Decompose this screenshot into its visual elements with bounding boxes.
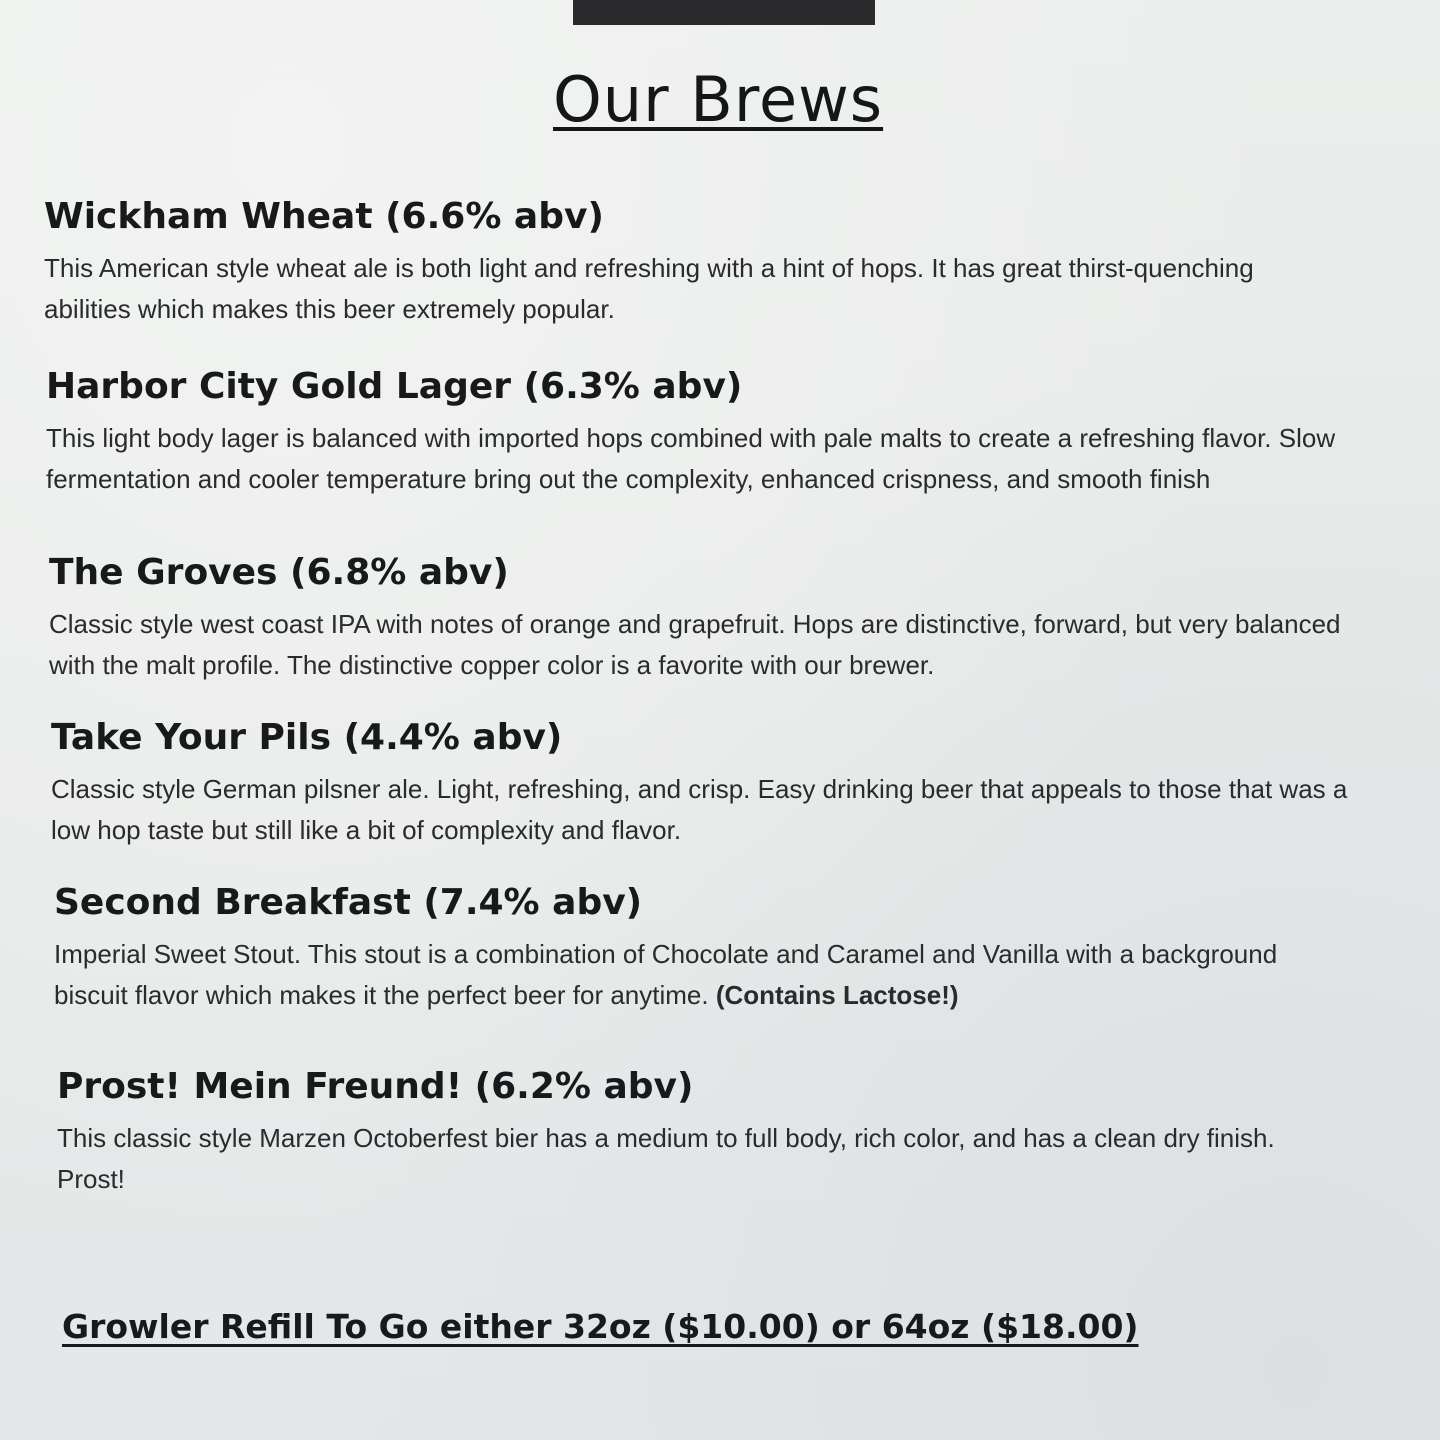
beer-entry-prost-mein-freund [57,1062,1397,1200]
beer-description: This American style wheat ale is both light and refreshing with a hint of hops. It has great thirst-quenching abilities which makes this beer extremely popular. [44,253,1254,324]
beer-name: Take Your Pils (4.4% abv) [51,717,563,758]
beer-description: Classic style west coast IPA with notes of orange and grapefruit. Hops are distinctive, forward, but very balanced with the malt profile. The distinctive copper color is a favorite with our brewer. [49,609,1341,680]
lactose-warning: (Contains Lactose!) [715,980,959,1010]
beer-description: This classic style Marzen Octoberfest bier has a medium to full body, rich color, and has a clean dry finish. Prost! [57,1123,1275,1194]
beer-entry-take-your-pils [51,713,1391,851]
beer-name: Harbor City Gold Lager (6.3% abv) [46,366,743,407]
beer-description-text: Imperial Sweet Stout. This stout is a combination of Chocolate and Caramel and Vanilla with a background biscuit flavor which makes it the perfect beer for anytime. [54,939,1278,1010]
beer-name: The Groves (6.8% abv) [49,552,509,593]
beer-entry-wickham-wheat [44,192,1384,330]
growler-refill-note: Growler Refill To Go either 32oz ($10.00) or 64oz ($18.00) [62,1307,1139,1346]
beer-description [54,934,1284,1016]
beer-description: Classic style German pilsner ale. Light, refreshing, and crisp. Easy drinking beer that appeals to those that was a low hop taste but still like a bit of complexity and flavor. [51,774,1348,845]
beer-entry-second-breakfast [54,878,1394,1016]
beer-entry-the-groves [49,548,1389,686]
beer-name: Wickham Wheat (6.6% abv) [44,196,604,237]
beer-name: Prost! Mein Freund! (6.2% abv) [57,1066,694,1107]
menu-title: Our Brews [553,63,884,136]
top-dark-banner [573,0,875,25]
beer-name: Second Breakfast (7.4% abv) [54,882,643,923]
beer-entry-harbor-city-gold-lager [46,362,1386,500]
beer-description: This light body lager is balanced with imported hops combined with pale malts to create a refreshing flavor. Slow fermentation and cooler temperature bring out the complexity, enhanced crispness, and smooth finish [46,423,1336,494]
